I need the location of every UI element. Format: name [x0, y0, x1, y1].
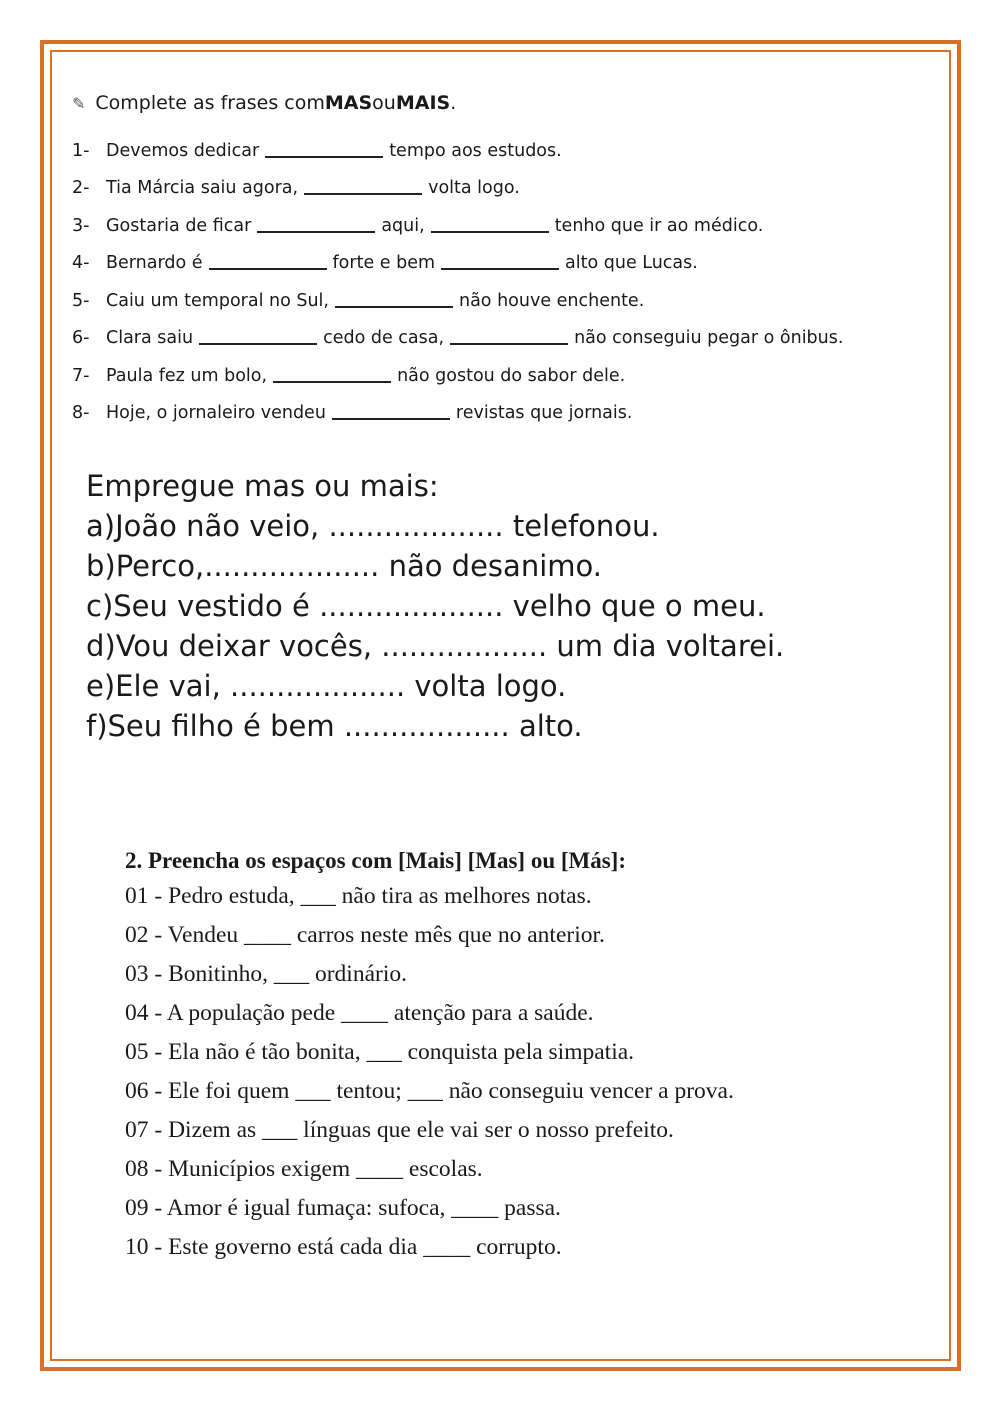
item-number: 7- — [72, 365, 90, 386]
answer-blank[interactable] — [273, 369, 391, 383]
answer-blank[interactable] — [431, 219, 549, 233]
list-item: 02 - Vendeu ____ carros neste mês que no anterior. — [125, 922, 605, 948]
list-item: 09 - Amor é igual fumaça: sufoca, ____ passa. — [125, 1195, 561, 1221]
item-text: não houve enchente. — [458, 290, 645, 311]
answer-blank[interactable] — [332, 406, 450, 420]
title-word-mas: MAS — [324, 92, 373, 114]
item-number: 8- — [72, 403, 90, 424]
list-item: 03 - Bonitinho, ___ ordinário. — [125, 961, 407, 987]
list-item — [72, 207, 942, 245]
title-text: ou — [372, 92, 396, 114]
exercise-2 — [86, 466, 946, 746]
item-number: 1- — [72, 140, 90, 161]
title-text: . — [450, 92, 457, 114]
item-text: Caiu um temporal no Sul, — [106, 290, 329, 311]
list-item — [72, 132, 942, 170]
exercise-1 — [72, 88, 942, 432]
item-number: 3- — [72, 215, 90, 236]
exercise-3-list — [125, 880, 825, 1264]
item-text: cedo de casa, — [323, 328, 445, 349]
answer-blank[interactable] — [441, 256, 559, 270]
item-text: aqui, — [381, 215, 425, 236]
exercise-3 — [125, 842, 825, 1270]
item-text: Bernardo é — [106, 253, 203, 274]
item-text: alto que Lucas. — [565, 253, 698, 274]
item-number: 5- — [72, 290, 90, 311]
list-item — [72, 395, 942, 433]
item-text: não conseguiu pegar o ônibus. — [574, 328, 844, 349]
item-text: não gostou do sabor dele. — [397, 365, 626, 386]
list-item — [72, 320, 942, 358]
exercise-1-list — [72, 132, 942, 432]
list-item: 01 - Pedro estuda, ___ não tira as melhores notas. — [125, 883, 592, 909]
item-text: Gostaria de ficar — [106, 215, 252, 236]
exercise-2-list — [86, 506, 946, 746]
item-text: Devemos dedicar — [106, 140, 260, 161]
title-text: Complete as frases com — [95, 92, 325, 114]
list-item — [72, 282, 942, 320]
list-item: a)João não veio, ................... telefonou. — [86, 509, 660, 543]
answer-blank[interactable] — [199, 331, 317, 345]
item-text: Hoje, o jornaleiro vendeu — [106, 403, 326, 424]
item-number: 2- — [72, 178, 90, 199]
item-number: 6- — [72, 328, 90, 349]
list-item: 10 - Este governo está cada dia ____ corrupto. — [125, 1234, 562, 1260]
item-text: Clara saiu — [106, 328, 194, 349]
item-text: tenho que ir ao médico. — [554, 215, 764, 236]
item-text: volta logo. — [428, 178, 520, 199]
pencil-icon: ✎ — [72, 93, 86, 113]
list-item: e)Ele vai, ................... volta logo. — [86, 669, 567, 703]
answer-blank[interactable] — [450, 331, 568, 345]
answer-blank[interactable] — [257, 219, 375, 233]
answer-blank[interactable] — [265, 144, 383, 158]
list-item: 04 - A população pede ____ atenção para a saúde. — [125, 1000, 594, 1026]
list-item: d)Vou deixar vocês, .................. um dia voltarei. — [86, 629, 785, 663]
list-item: 07 - Dizem as ___ línguas que ele vai ser o nosso prefeito. — [125, 1117, 674, 1143]
list-item — [72, 245, 942, 283]
item-text: tempo aos estudos. — [389, 140, 562, 161]
item-text: Paula fez um bolo, — [106, 365, 268, 386]
list-item: 05 - Ela não é tão bonita, ___ conquista pela simpatia. — [125, 1039, 635, 1065]
title-word-mais: MAIS — [395, 92, 451, 114]
answer-blank[interactable] — [209, 256, 327, 270]
item-text: revistas que jornais. — [455, 403, 633, 424]
exercise-1-title — [72, 88, 942, 118]
item-text: Tia Márcia saiu agora, — [106, 178, 299, 199]
answer-blank[interactable] — [335, 294, 453, 308]
list-item: 06 - Ele foi quem ___ tentou; ___ não conseguiu vencer a prova. — [125, 1078, 734, 1104]
list-item: 08 - Municípios exigem ____ escolas. — [125, 1156, 483, 1182]
list-item — [72, 170, 942, 208]
exercise-3-title: 2. Preencha os espaços com [Mais] [Mas] ou [Más]: — [125, 848, 627, 873]
list-item: b)Perco,................... não desanimo. — [86, 549, 602, 583]
list-item — [72, 357, 942, 395]
list-item: c)Seu vestido é .................... velho que o meu. — [86, 589, 766, 623]
item-number: 4- — [72, 253, 90, 274]
item-text: forte e bem — [332, 253, 436, 274]
exercise-2-title: Empregue mas ou mais: — [86, 469, 439, 503]
answer-blank[interactable] — [304, 181, 422, 195]
list-item: f)Seu filho é bem .................. alto. — [86, 709, 583, 743]
